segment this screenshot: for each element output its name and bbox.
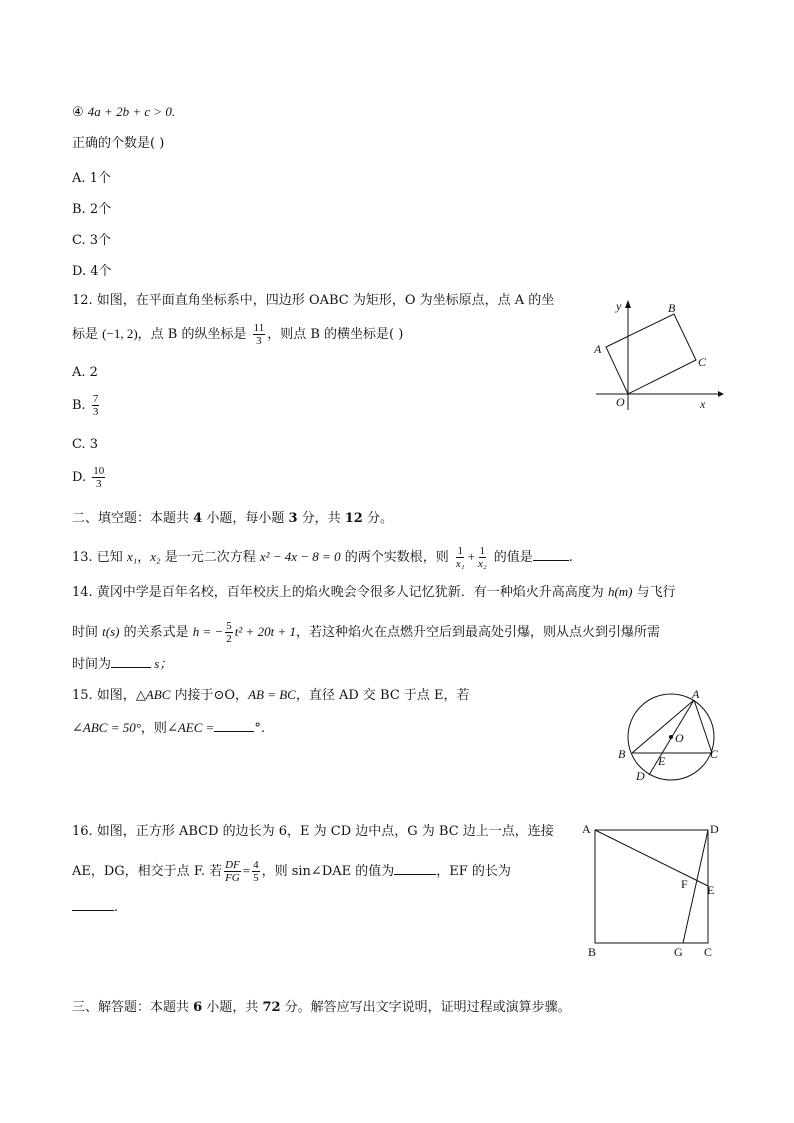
q11-question: 正确的个数是( ) <box>72 136 165 151</box>
q15-label-b: B <box>618 747 626 761</box>
q16-stem-line2: AE，DG，相交于点 F. 若 $\frac{DF}{FG}$ = $\frac{4}{5}$ ，则 sin∠DAE 的值为 ，EF 的长为 <box>72 859 511 884</box>
q13-stem: 13. 已知 x₁，x₂ 是一元二次方程 x² − 4x − 8 = 0 的两个实数根，则 $\frac{1}{\text{x₁}}$ + $\frac{1}{\text{x₂}}$ 的值是 . <box>72 545 573 570</box>
q16-stem-line3: . <box>72 898 118 917</box>
q16-stem-line1: 16. 如图，正方形 ABCD 的边长为 6，E 为 CD 边中点，G 为 BC 边上一点，连接 <box>72 824 554 839</box>
q11-option-b: B. 2个 <box>72 202 112 217</box>
q16-square-abcd <box>595 830 708 943</box>
q16-label-a: A <box>582 822 591 836</box>
q11-option-c: C. 3个 <box>72 233 112 248</box>
q12-label-x: x <box>700 397 706 411</box>
q13-answer-blank[interactable] <box>533 548 569 561</box>
q12-label-o: O <box>616 395 625 409</box>
q12-fraction: $\frac{11}{3}$ <box>253 322 265 347</box>
q12-rectangle-oabc <box>606 314 696 394</box>
q16-label-c: C <box>704 945 713 959</box>
q14-stem-line1: 14. 黄冈中学是百年名校，百年校庆上的焰火晚会令很多人记忆犹新．有一种焰火升高高度为 h(m) 与飞行 <box>72 584 676 600</box>
q16-label-e: E <box>707 883 715 897</box>
q16-segment-ae <box>595 830 708 886</box>
q12-label-b: B <box>668 301 676 315</box>
q16-label-b: B <box>588 945 597 959</box>
q15-answer-blank[interactable] <box>214 719 254 732</box>
q15-segment-ab <box>632 700 694 753</box>
q15-label-c: C <box>710 747 719 761</box>
q12-option-d: D. $\frac{10}{3}$ <box>72 465 105 490</box>
q12-stem-line1: 12. 如图，在平面直角坐标系中，四边形 OABC 为矩形，O 为坐标原点，点 A 的坐 <box>72 293 555 308</box>
q15-stem-line2: ∠ABC = 50°，则∠AEC = °. <box>72 720 266 736</box>
q15-label-e: E <box>658 754 666 768</box>
q11-option-a: A. 1个 <box>72 171 111 186</box>
q14-answer-blank[interactable] <box>111 655 151 668</box>
q12-stem-line2: 标是 (−1, 2)，点 B 的纵坐标是 $\frac{11}{3}$ ，则点 B 的横坐标是( ) <box>72 322 404 347</box>
q11-statement-4: ④ 4a + 2b + c > 0. <box>72 104 176 120</box>
q11-option-d: D. 4个 <box>72 264 112 279</box>
q12-label-y: y <box>616 299 622 313</box>
q16-label-f: F <box>681 877 688 891</box>
q15-center-dot <box>669 735 673 739</box>
q12-option-c: C. 3 <box>72 437 99 452</box>
q12-y-arrow <box>625 300 631 308</box>
q16-figure <box>578 818 728 963</box>
q15-label-d: D <box>636 769 645 783</box>
section-2-header: 二、填空题：本题共 4 小题，每小题 3 分，共 12 分。 <box>72 511 393 526</box>
q15-label-o: O <box>675 731 684 745</box>
q12-option-b: B. $\frac{7}{3}$ <box>72 393 99 418</box>
q12-label-a: A <box>594 342 602 356</box>
section-3-header: 三、解答题：本题共 6 小题，共 72 分。解答应写出文字说明，证明过程或演算步骤。 <box>72 1000 571 1015</box>
q14-stem-line3: 时间为 s； <box>72 656 173 672</box>
q15-label-a: A <box>692 687 700 701</box>
q12-x-arrow <box>718 391 724 397</box>
q14-stem-line2: 时间 t(s) 的关系式是 h = − $\frac{5}{2}$ t² + 20t + 1，若这种焰火在点燃升空后到最高处引爆，则从点火到引爆所需 <box>72 620 660 645</box>
q15-figure <box>610 684 730 784</box>
q16-label-d: D <box>710 822 719 836</box>
q16-answer-blank-2[interactable] <box>72 898 114 911</box>
q12-option-a: A. 2 <box>72 365 98 380</box>
q15-stem-line1: 15. 如图，△ABC 内接于⊙O，AB = BC，直径 AD 交 BC 于点 E，若 <box>72 687 470 703</box>
q12-figure <box>588 292 728 417</box>
q16-label-g: G <box>674 945 683 959</box>
q16-answer-blank-1[interactable] <box>394 862 436 875</box>
q12-label-c: C <box>698 355 707 369</box>
